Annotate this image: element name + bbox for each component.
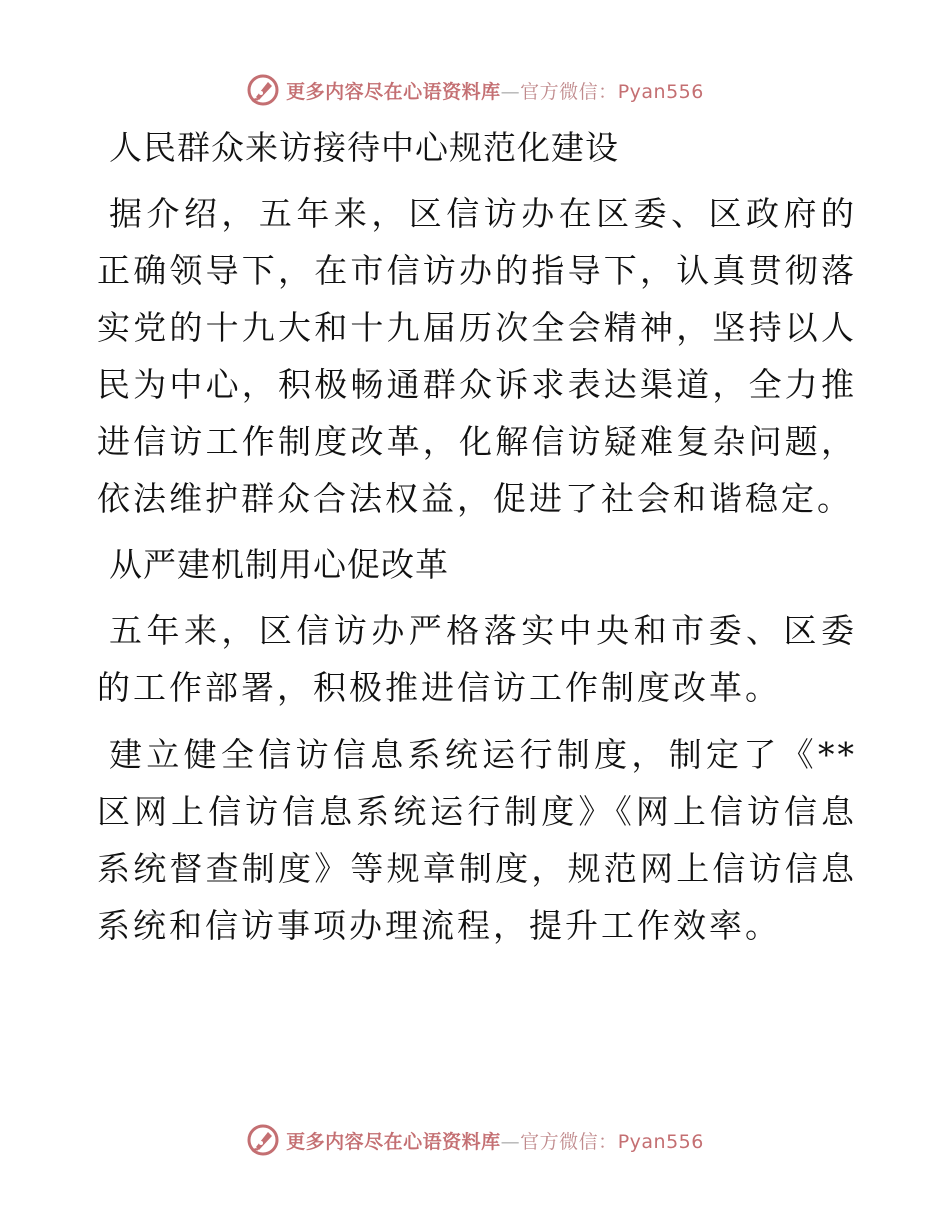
paragraph: 五年来，区信访办严格落实中央和市委、区委的工作部署，积极推进信访工作制度改革。	[97, 611, 857, 707]
watermark-wechat-id: Pyan556	[617, 80, 704, 103]
watermark-wechat-label: 官方微信：	[520, 80, 618, 103]
paragraph: 据介绍，五年来，区信访办在区委、区政府的正确领导下，在市信访办的指导下，认真贯彻落实党的十九大和十九届历次全会精神，坚持以人民为中心，积极畅通群众诉求表达渠道，全力推进信访工作制度改革，化解信访疑难复杂问题，依法维护群众合法权益，促进了社会和谐稳定。	[97, 194, 857, 518]
header-watermark	[0, 70, 950, 110]
pen-nib-logo-icon	[246, 73, 280, 107]
pen-nib-logo-icon	[246, 1123, 280, 1157]
watermark-dash: —	[500, 80, 521, 103]
watermark-main-text: 更多内容尽在心语资料库	[286, 1130, 501, 1153]
watermark-dash: —	[500, 1130, 521, 1153]
watermark-wechat-label: 官方微信：	[520, 1130, 618, 1153]
watermark-text	[286, 77, 704, 104]
watermark-wechat-id: Pyan556	[617, 1130, 704, 1153]
section-heading: 从严建机制用心促改革	[109, 545, 449, 584]
section-heading: 人民群众来访接待中心规范化建设	[109, 128, 619, 167]
watermark-main-text: 更多内容尽在心语资料库	[286, 80, 501, 103]
document-body	[97, 120, 857, 964]
watermark-text	[286, 1127, 704, 1154]
footer-watermark	[0, 1120, 950, 1160]
paragraph: 建立健全信访信息系统运行制度，制定了《**区网上信访信息系统运行制度》《网上信访信息系统督查制度》等规章制度，规范网上信访信息系统和信访事项办理流程，提升工作效率。	[97, 735, 857, 945]
